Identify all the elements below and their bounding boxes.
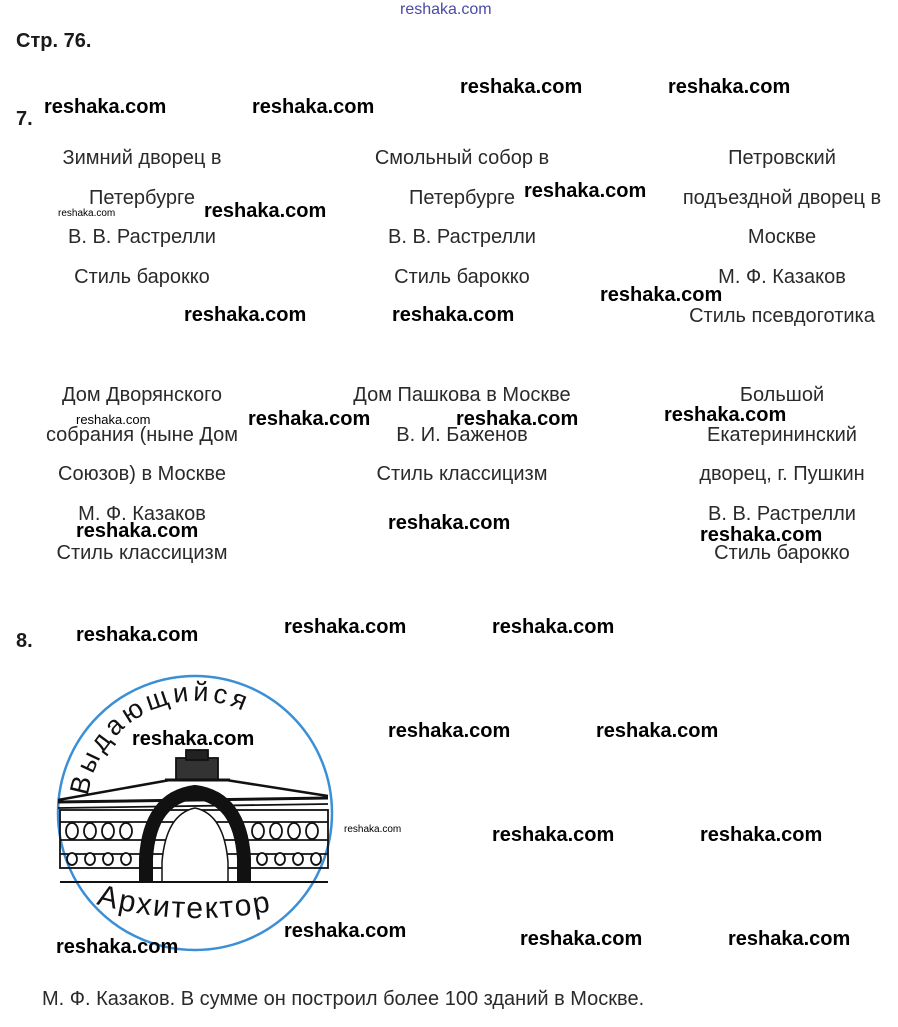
watermark-small: reshaka.com	[58, 208, 116, 219]
watermark: reshaka.com	[392, 304, 515, 326]
card-line: Петербурге	[409, 186, 515, 209]
watermark: reshaka.com	[184, 304, 307, 326]
card-line: Дом Пашкова в Москве	[353, 384, 571, 406]
card-line: Петровский	[728, 147, 836, 169]
card-line: Москве	[747, 226, 817, 248]
card-line: В. В. Растрелли	[388, 226, 536, 248]
watermark: reshaka.com	[596, 720, 719, 742]
watermark: reshaka.com	[492, 616, 615, 638]
task-8-number: 8.	[16, 630, 33, 652]
building-card-smolny	[332, 139, 592, 297]
watermark: reshaka.com	[76, 520, 199, 542]
watermark: reshaka.com	[248, 408, 371, 430]
emblem-bottom-text: Архитектор	[94, 878, 274, 926]
card-line: В. И. Баженов	[396, 423, 528, 446]
card-line: В. В. Растрелли	[68, 226, 216, 248]
card-line: Стиль классицизм	[56, 542, 228, 564]
watermark: reshaka.com	[76, 624, 199, 646]
watermark: reshaka.com	[388, 512, 511, 534]
watermark: reshaka.com	[284, 920, 407, 942]
card-line: Стиль барокко	[394, 265, 530, 288]
card-line: Стиль классицизм	[376, 463, 548, 485]
emblem-top-text: Выдающийся	[64, 676, 256, 798]
watermark-small: reshaka.com	[344, 824, 402, 835]
task-7-number: 7.	[16, 108, 33, 130]
top-watermark: reshaka.com	[400, 1, 492, 18]
building-card-pashkov	[332, 376, 592, 495]
card-line: Союзов) в Москве	[58, 463, 226, 485]
watermark: reshaka.com	[56, 936, 179, 958]
building-card-noble-assembly	[12, 376, 272, 574]
watermark: reshaka.com	[132, 728, 255, 750]
watermark: reshaka.com	[284, 616, 407, 638]
watermark-small: reshaka.com	[76, 412, 151, 427]
watermark: reshaka.com	[252, 96, 375, 118]
card-line: Стиль псевдоготика	[689, 305, 875, 327]
watermark: reshaka.com	[520, 928, 643, 950]
card-line: Екатерининский	[707, 423, 857, 446]
watermark: reshaka.com	[664, 404, 787, 426]
watermark: reshaka.com	[524, 180, 647, 202]
watermark: reshaka.com	[728, 928, 851, 950]
card-line: подъездной дворец в	[682, 186, 882, 209]
watermark: reshaka.com	[204, 200, 327, 222]
card-line: Петербурге	[89, 186, 195, 209]
watermark: reshaka.com	[388, 720, 511, 742]
card-line: Дом Дворянского	[61, 384, 223, 406]
card-line: дворец, г. Пушкин	[699, 463, 865, 485]
card-line: М. Ф. Казаков	[78, 502, 206, 525]
card-line: В. В. Растрелли	[708, 502, 856, 525]
card-line: Стиль барокко	[74, 265, 210, 288]
card-line: Смольный собор в	[374, 147, 550, 169]
watermark: reshaka.com	[460, 76, 583, 98]
watermark: reshaka.com	[700, 824, 823, 846]
watermark: reshaka.com	[700, 524, 823, 546]
watermark: reshaka.com	[492, 824, 615, 846]
card-line: М. Ф. Казаков	[718, 265, 846, 288]
watermark: reshaka.com	[44, 96, 167, 118]
watermark: reshaka.com	[668, 76, 791, 98]
watermark: reshaka.com	[456, 408, 579, 430]
watermark: reshaka.com	[600, 284, 723, 306]
architect-emblem-drawing	[50, 668, 340, 958]
card-line: Стиль барокко	[714, 542, 850, 564]
card-line: Зимний дворец в	[62, 147, 222, 169]
task-8-answer: М. Ф. Казаков. В сумме он построил более 100 зданий в Москве.	[42, 988, 645, 1010]
card-line: собрания (ныне Дом	[45, 423, 239, 446]
card-line: Большой	[739, 384, 825, 406]
page-header: Стр. 76.	[16, 30, 92, 52]
